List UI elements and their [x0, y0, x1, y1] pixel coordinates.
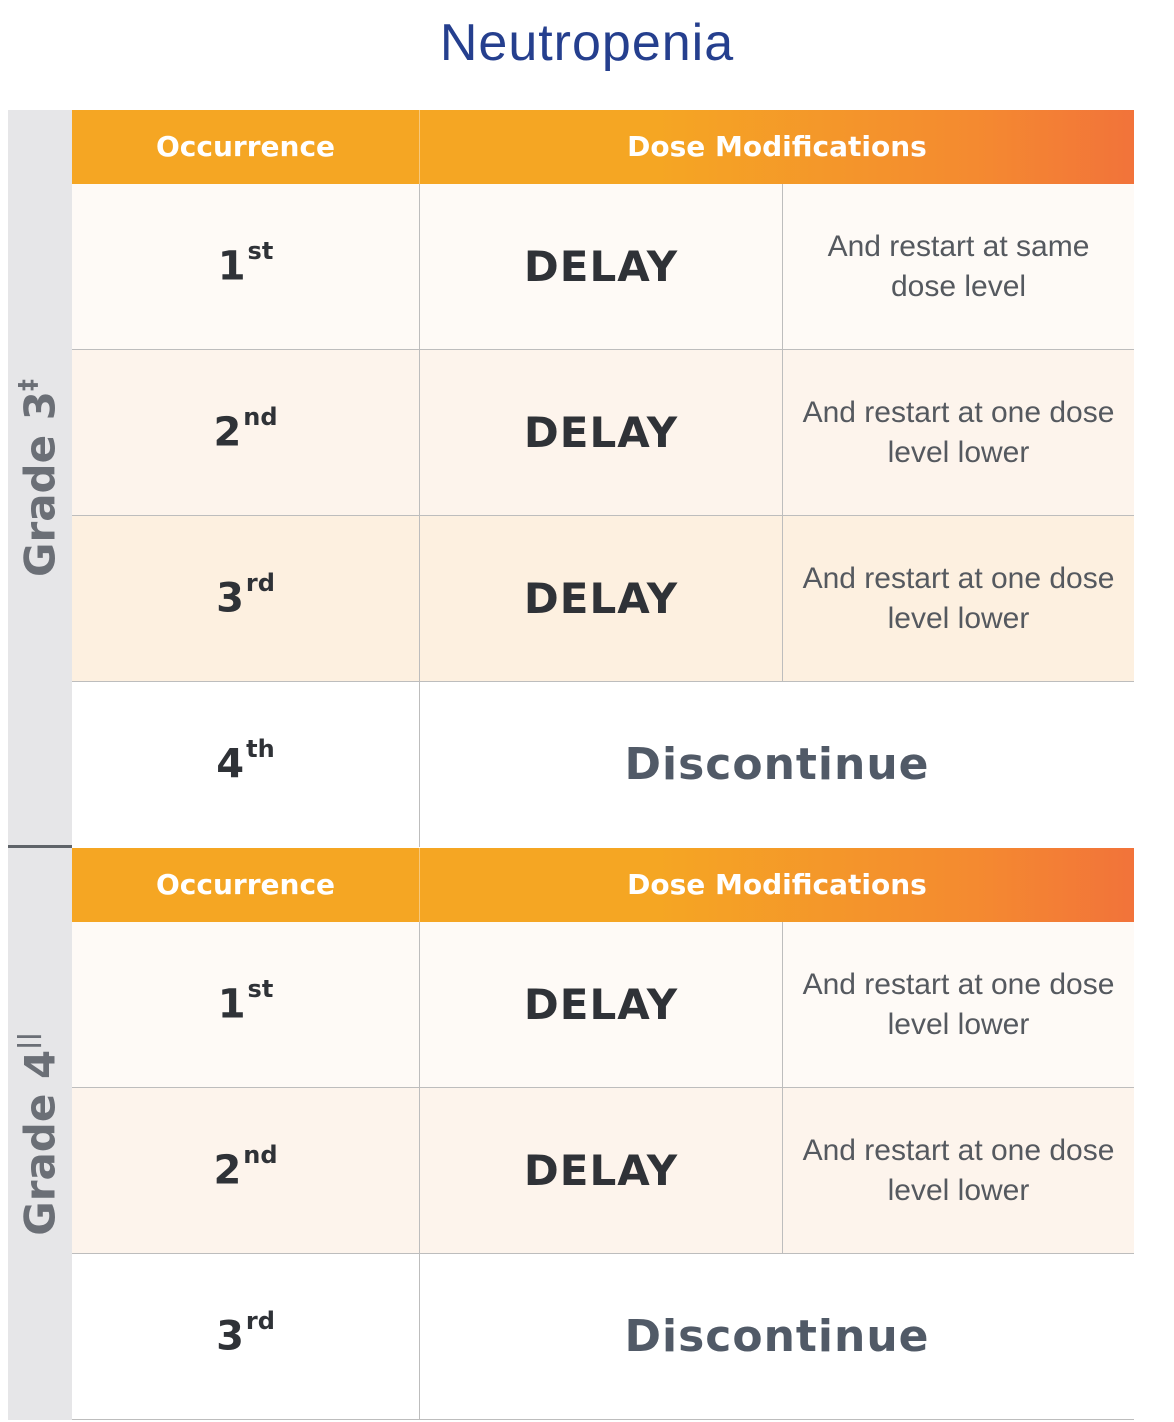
occurrence-cell: 2nd	[72, 1088, 420, 1253]
occurrence-header: Occurrence	[72, 848, 420, 922]
action-cell: DELAY	[420, 350, 783, 515]
action-cell: DELAY	[420, 516, 783, 681]
grade-4-band	[8, 848, 72, 1420]
occurrence-cell: 3rd	[72, 1254, 420, 1419]
page-title: Neutropenia	[439, 14, 735, 72]
note-cell: And restart at one dose level lower	[802, 395, 1115, 469]
grade-3-band	[8, 110, 72, 845]
grade-3-footnote-mark: ‡	[13, 378, 42, 391]
discontinue-cell: Discontinue	[624, 739, 930, 790]
table-header	[72, 110, 1134, 184]
discontinue-cell: Discontinue	[624, 1311, 930, 1362]
table-header	[72, 848, 1134, 922]
table-row	[72, 1254, 1134, 1420]
table-row	[72, 350, 1134, 516]
dose-modifications-header: Dose Modifications	[627, 868, 927, 901]
table-row	[72, 1088, 1134, 1254]
grade-4-label: Grade 4||	[13, 1032, 65, 1236]
note-cell: And restart at one dose level lower	[802, 967, 1115, 1041]
grade-4-footnote-mark: ||	[13, 1032, 42, 1050]
occurrence-header: Occurrence	[72, 110, 420, 184]
grade-4-table	[72, 848, 1134, 1420]
note-cell: And restart at one dose level lower	[802, 561, 1115, 635]
note-cell: And restart at one dose level lower	[802, 1133, 1115, 1207]
occurrence-cell: 3rd	[72, 516, 420, 681]
table-row	[72, 184, 1134, 350]
occurrence-cell: 1st	[72, 184, 420, 349]
action-cell: DELAY	[420, 184, 783, 349]
grade-3-table	[72, 110, 1134, 846]
occurrence-cell: 2nd	[72, 350, 420, 515]
table-row	[72, 516, 1134, 682]
occurrence-cell: 4th	[72, 682, 420, 847]
dose-modifications-header: Dose Modifications	[627, 130, 927, 163]
table-row	[72, 922, 1134, 1088]
action-cell: DELAY	[420, 922, 783, 1087]
table-row	[72, 682, 1134, 848]
action-cell: DELAY	[420, 1088, 783, 1253]
occurrence-cell: 1st	[72, 922, 420, 1087]
note-cell: And restart at same dose level	[827, 229, 1090, 303]
grade-3-label: Grade 3‡	[13, 378, 65, 577]
